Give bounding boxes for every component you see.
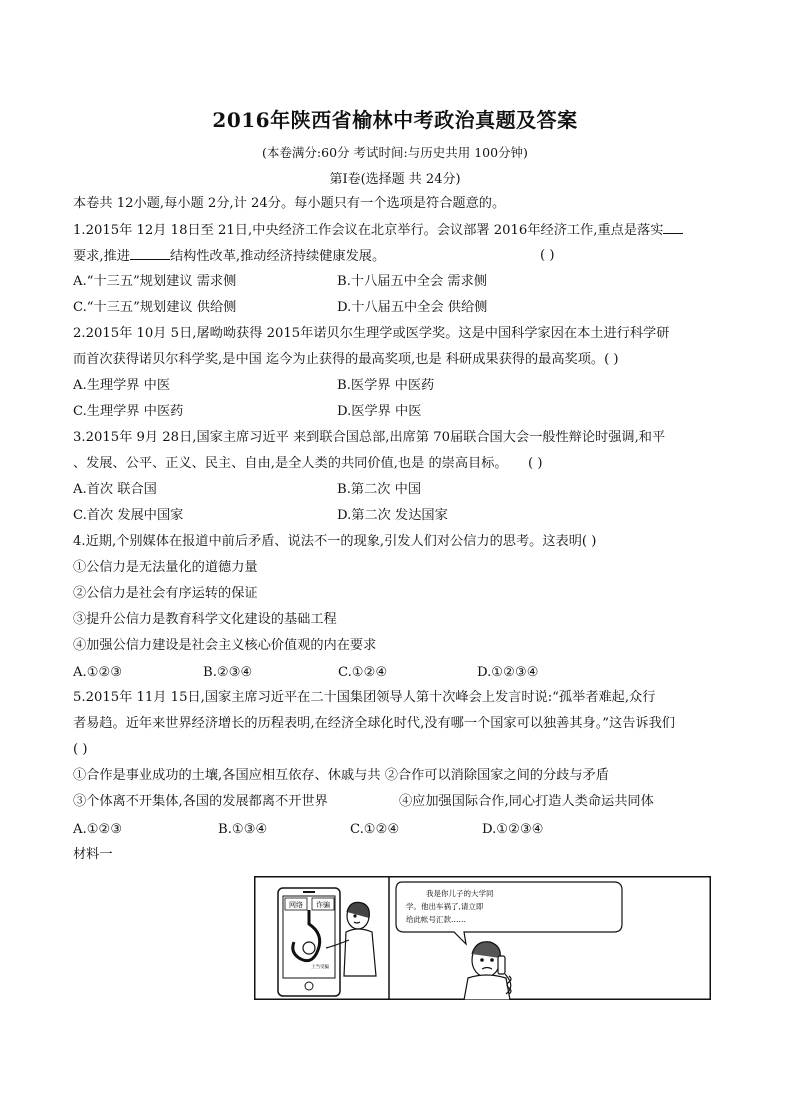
question-3-stem-line1: 3.2015年 9月 28日,国家主席习近平 来到联合国总部,出席第 70届联合国大会一般性辩论时强调,和平 <box>73 430 666 445</box>
question-5-option-d: D.①②③④ <box>482 822 544 837</box>
cartoon-illustration <box>254 876 711 1000</box>
question-4-option-a: A.①②③ <box>73 665 123 680</box>
question-1-stem-line2 <box>73 247 385 266</box>
question-4-option-c: C.①②④ <box>338 665 388 680</box>
question-2-option-b: B.医学界 中医药 <box>337 378 435 393</box>
exam-info: (本卷满分:60分 考试时间:与历史共用 100分钟) <box>262 145 528 160</box>
question-3-answer-paren: ( ) <box>528 456 543 471</box>
material-label: 材料一 <box>73 847 113 862</box>
phone-illustration <box>278 888 340 996</box>
question-1-option-c: C.“十三五”规划建议 供给侧 <box>73 300 237 315</box>
question-5-option-b: B.①③④ <box>218 822 268 837</box>
question-2-option-a: A.生理学界 中医 <box>73 378 171 393</box>
question-3-stem-line2: 、发展、公平、正义、民主、自由,是全人类的共同价值,也是 的崇高目标。 <box>73 456 508 471</box>
phone-sign-right: 诈骗 <box>316 901 330 909</box>
question-5-answer-paren: ( ) <box>73 742 88 757</box>
phone-small-label: 上当受骗 <box>311 965 329 970</box>
question-3-option-d: D.第二次 发达国家 <box>337 508 448 523</box>
question-4-option-d: D.①②③④ <box>477 665 539 680</box>
question-2-option-c: C.生理学界 中医药 <box>73 404 184 419</box>
bubble-line-3: 给此帐号汇款…… <box>406 915 466 924</box>
section-heading: 第Ⅰ卷(选择题 共 24分) <box>329 172 461 187</box>
question-4-stem: 4.近期,个别媒体在报道中前后矛盾、说法不一的现象,引发人们对公信力的思考。这表明( ) <box>73 534 597 549</box>
question-5-statement-1: ①合作是事业成功的土壤,各国应相互依存、休戚与共 <box>73 768 381 783</box>
question-5-statement-4: ④应加强国际合作,同心打造人类命运共同体 <box>399 794 654 809</box>
question-1-option-b: B.十八届五中全会 需求侧 <box>337 274 487 289</box>
question-1-text-b: 要求,推进 <box>73 249 130 264</box>
question-1-text-c: 结构性改革,推动经济持续健康发展。 <box>169 249 386 264</box>
question-5-stem-line1: 5.2015年 11月 15日,国家主席习近平在二十国集团领导人第十次峰会上发言时说:“孤举者难起,众行 <box>73 690 656 705</box>
question-2-option-d: D.医学界 中医 <box>337 404 422 419</box>
question-4-option-b: B.②③④ <box>203 665 253 680</box>
question-1-option-a: A.“十三五”规划建议 需求侧 <box>73 274 237 289</box>
question-5-statements-row1 <box>73 767 609 785</box>
question-5-statement-3: ③个体离不开集体,各国的发展都离不开世界 <box>73 794 328 809</box>
question-5-option-a: A.①②③ <box>73 822 123 837</box>
bubble-line-2: 学。他出车祸了,请立即 <box>406 902 484 911</box>
bubble-line-1: 我是你儿子的大学同 <box>426 889 494 898</box>
question-4-statement-2: ②公信力是社会有序运转的保证 <box>73 586 258 601</box>
question-3-option-a: A.首次 联合国 <box>73 482 157 497</box>
question-4-statement-3: ③提升公信力是教育科学文化建设的基础工程 <box>73 612 337 627</box>
section-instructions: 本卷共 12小题,每小题 2分,计 24分。每小题只有一个选项是符合题意的。 <box>73 196 506 211</box>
question-5-statement-2: ②合作可以消除国家之间的分歧与矛盾 <box>384 768 609 783</box>
answer-blank <box>130 247 170 260</box>
page-title: 2016年陕西省榆林中考政治真题及答案 <box>212 108 578 132</box>
question-4-statement-4: ④加强公信力建设是社会主义核心价值观的内在要求 <box>73 638 377 653</box>
question-1-option-d: D.十八届五中全会 供给侧 <box>337 300 488 315</box>
question-3-option-b: B.第二次 中国 <box>337 482 422 497</box>
question-5-option-c: C.①②④ <box>350 822 400 837</box>
question-5-stem-line2: 者易趋。近年来世界经济增长的历程表明,在经济全球化时代,没有哪一个国家可以独善其身。”这告诉我们 <box>73 716 675 731</box>
question-3-option-c: C.首次 发展中国家 <box>73 508 184 523</box>
question-4-statement-1: ①公信力是无法量化的道德力量 <box>73 560 258 575</box>
question-1-text-a: 1.2015年 12月 18日至 21日,中央经济工作会议在北京举行。会议部署 2016年经济工作,重点是落实 <box>73 223 664 238</box>
question-2-stem-line2: 而首次获得诺贝尔科学奖,是中国 迄今为止获得的最高奖项,也是 科研成果获得的最高奖项。( ) <box>73 352 619 367</box>
phone-sign-left: 网络 <box>289 901 303 909</box>
answer-blank <box>663 221 683 234</box>
question-2-stem-line1: 2.2015年 10月 5日,屠呦呦获得 2015年诺贝尔生理学或医学奖。这是中国科学家因在本土进行科学研 <box>73 326 670 341</box>
question-1-stem-line1 <box>73 221 683 240</box>
question-1-answer-paren: ( ) <box>540 248 555 263</box>
